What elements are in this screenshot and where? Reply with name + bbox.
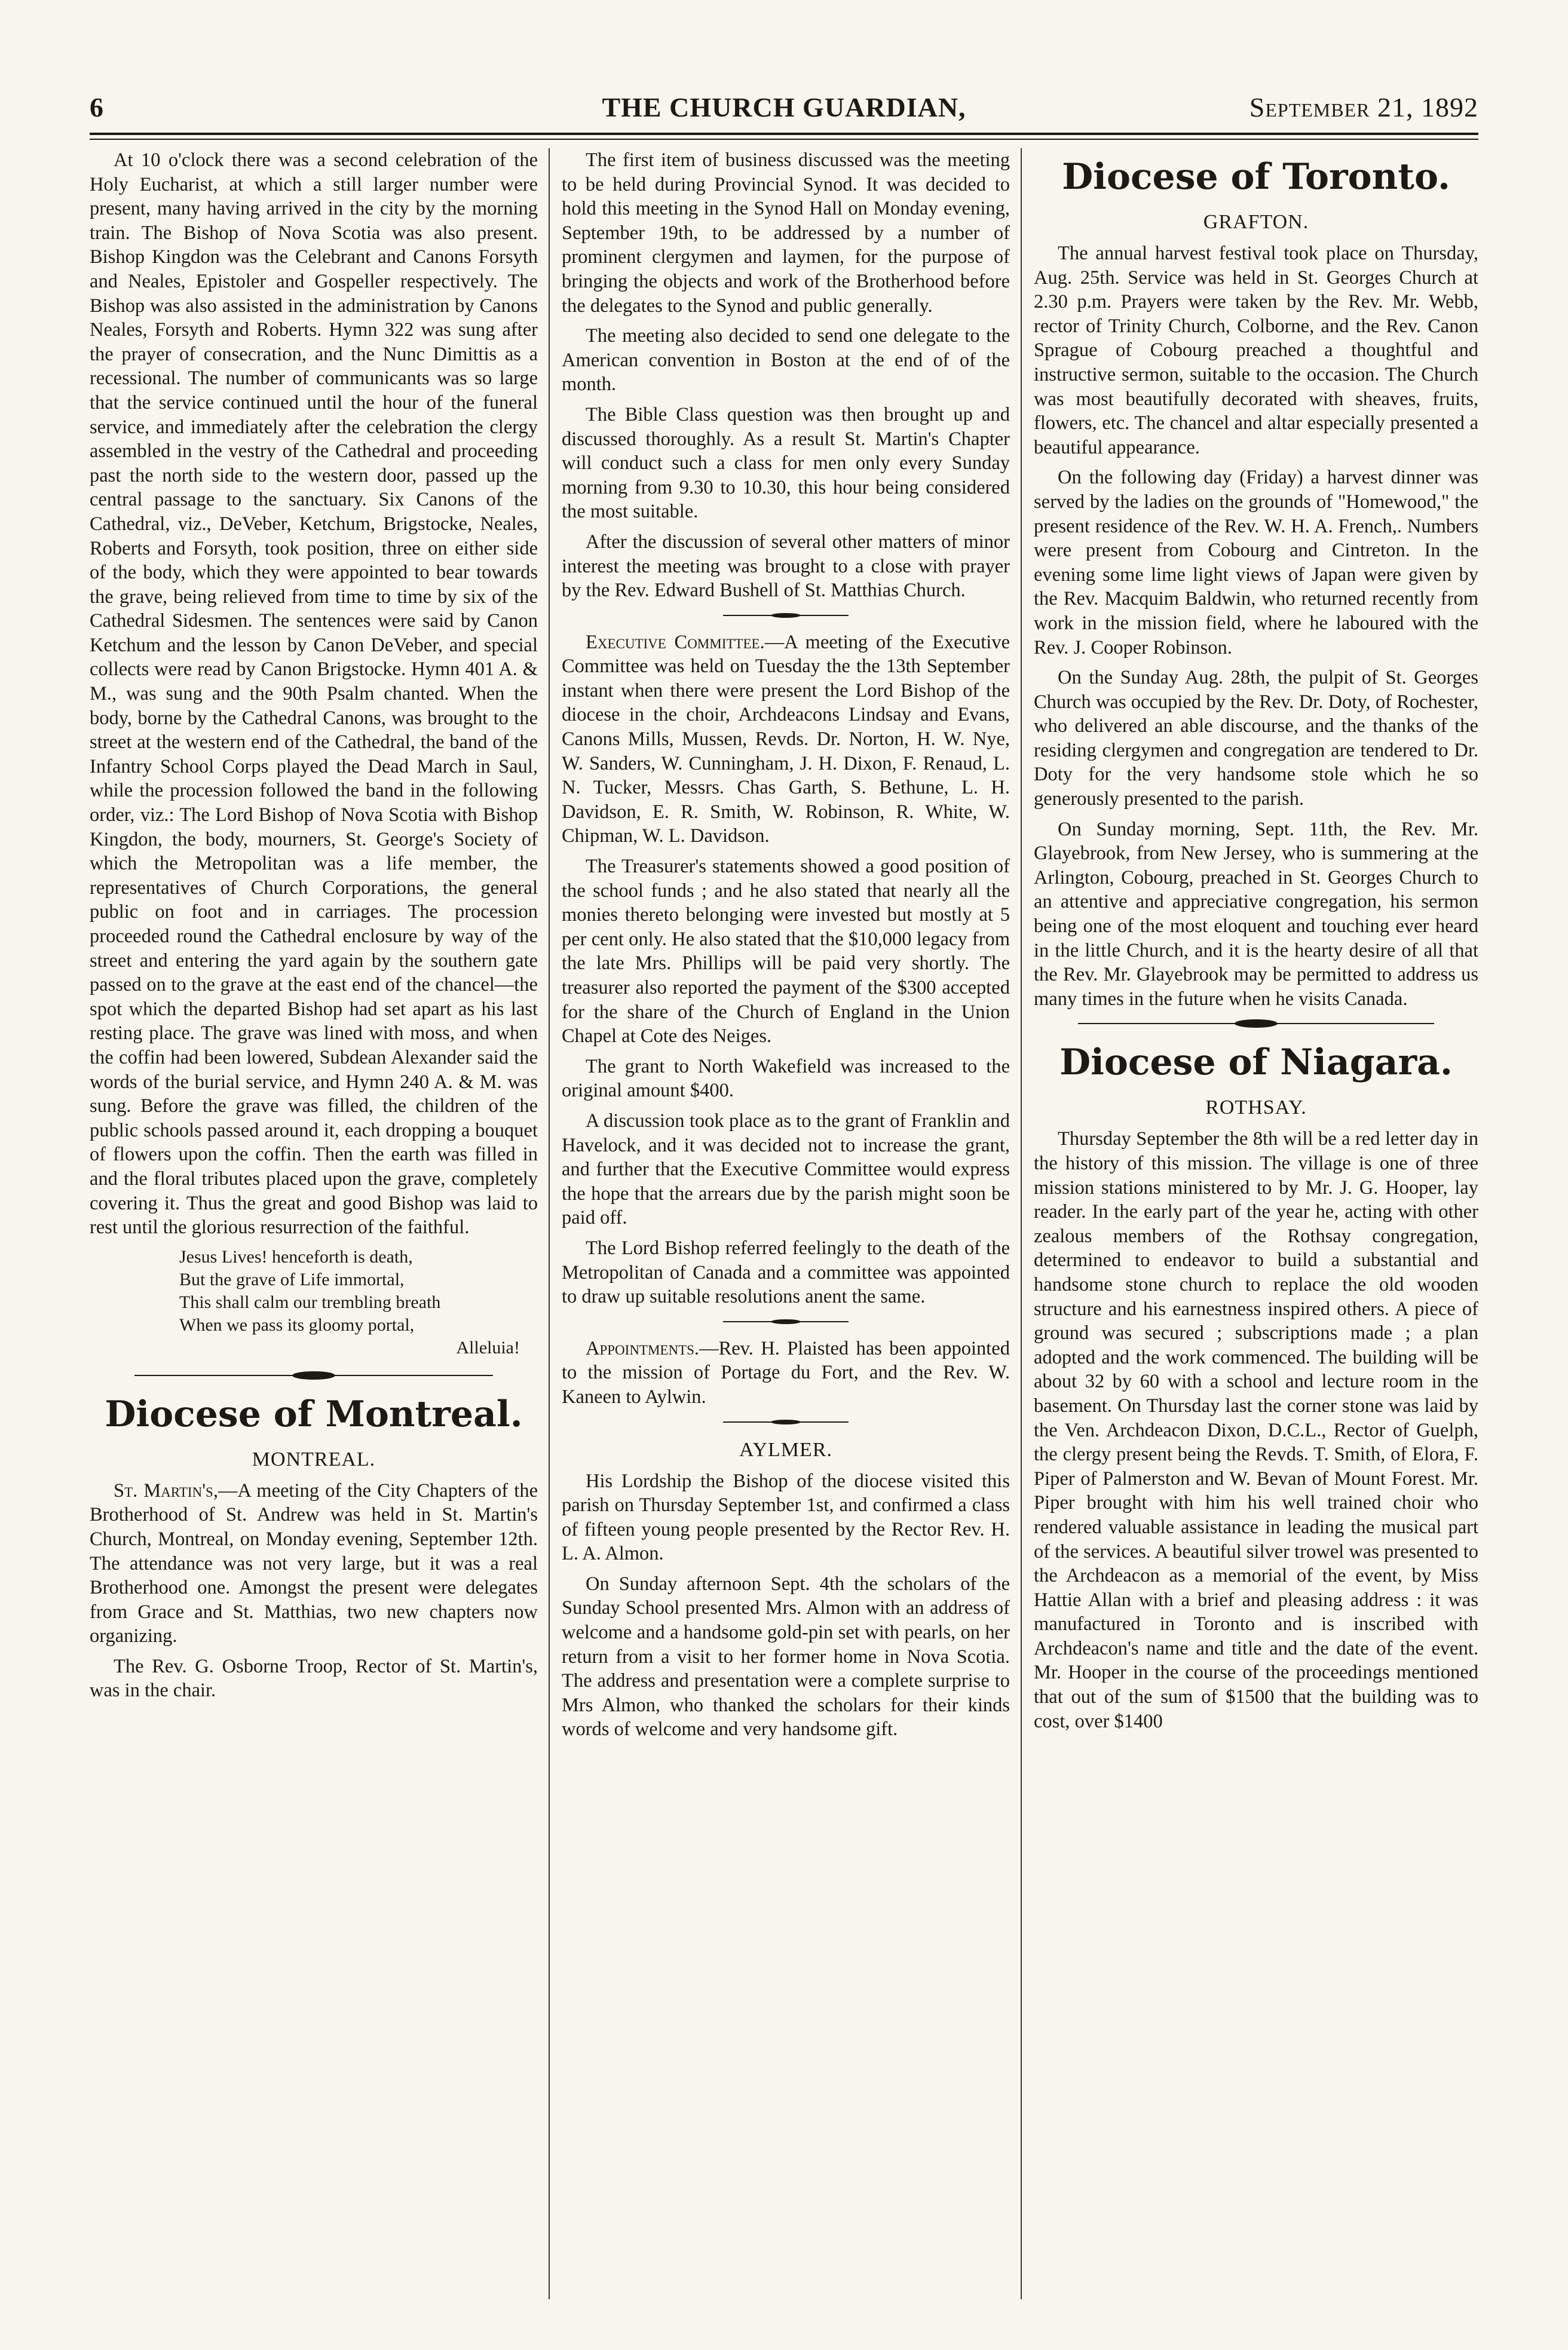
paragraph: The annual harvest festival took place on Thursday, Aug. 25th. Service was held in St. Georges Church at 2.30 p.m. Prayers were taken by the Rev. Mr. Webb, rector of Trinity Church, Colborne, and the Rev. Canon Sprague of Cobourg preached a thoughtful and instructive sermon, suitable to the occasion. The Church was most beautifully decorated with sheaves, fruits, flowers, etc. The chancel and altar especially presented a beautiful appearance.: [1034, 243, 1478, 458]
diocese-heading-niagara: Diocese of Niagara.: [1059, 1041, 1453, 1084]
diocese-heading-montreal: Diocese of Montreal.: [105, 1393, 523, 1435]
verse-line: This shall calm our trembling breath: [179, 1292, 441, 1312]
paragraph-body: —Rev. H. Plaisted has been appointed to the mission of Portage du Fort, and the Rev. W. Kaneen to Aylwin.: [562, 1337, 1010, 1408]
newspaper-title: THE CHURCH GUARDIAN,: [602, 92, 966, 122]
paragraph: On Sunday afternoon Sept. 4th the scholars of the Sunday School presented Mrs. Almon with an address of welcome and a handsome gold-pin set with pearls, on her return from a visit to her former home in Nova Scotia. The address and presentation were a complete surprise to Mrs Almon, who thanked the scholars for their kinds words of welcome and very handsome gift.: [562, 1573, 1010, 1741]
section-divider: [134, 1369, 493, 1382]
place-heading: MONTREAL.: [252, 1448, 376, 1470]
hymn-verse: [179, 1246, 538, 1359]
paragraph: [562, 1337, 1010, 1410]
verse-line: Alleluia!: [456, 1337, 520, 1358]
paragraph: On the Sunday Aug. 28th, the pulpit of St. Georges Church was occupied by the Rev. Dr. Doty, of Rochester, who delivered an able discourse, and the thanks of the residing clergymen and congregation are tendered to Dr. Doty for the very handsome stole which he so generously presented to the parish.: [1034, 667, 1478, 810]
place-heading: AYLMER.: [739, 1438, 832, 1461]
column-rule: [1021, 148, 1022, 2299]
masthead-rule-thin: [90, 139, 1478, 140]
place-heading: ROTHSAY.: [1205, 1096, 1307, 1119]
paragraph: After the discussion of several other matters of minor interest the meeting was brought to a close with prayer by the Rev. Edward Bushell of St. Matthias Church.: [562, 531, 1010, 602]
paragraph-divider: [723, 1415, 849, 1429]
paragraph: [90, 1479, 538, 1649]
column-3: [1034, 148, 1478, 2299]
paragraph-lead: St. Martin's,: [114, 1479, 218, 1502]
paragraph: A discussion took place as to the grant of Franklin and Havelock, and it was decided not to increase the grant, and further that the Executive Committee would express the hope that the arrears due by the parish might soon be paid off.: [562, 1110, 1010, 1229]
paragraph: [562, 630, 1010, 848]
masthead-rule-thick: [90, 133, 1478, 135]
paragraph-body: —A meeting of the City Chapters of the Brotherhood of St. Andrew was held in St. Martin's Church, Montreal, on Monday evening, September 12th. The attendance was not very large, but it was a real Brotherhood one. Amongst the present were delegates from Grace and St. Matthias, two new chapters now organizing.: [90, 1479, 538, 1647]
paragraph: Thursday September the 8th will be a red letter day in the history of this mission. The village is one of three mission stations ministered to by Mr. J. G. Hooper, lay reader. In the early part of the year he, acting with other zealous members of the Rothsay congregation, determined to endeavor to build a substantial and handsome stone church to replace the old wooden structure and his earnestness inspired others. A piece of ground was secured ; subscriptions made ; a plan adopted and the work commenced. The building will be about 32 by 60 with a school and lecture room in the basement. On Thursday last the corner stone was laid by the Ven. Archdeacon Dixon, D.C.L., Rector of Guelph, the clergy present being the Revds. T. Smith, of Elora, F. Piper of Palmerston and W. Bevan of Mount Forest. Mr. Piper brought with him his well trained choir who rendered valuable assistance in leading the musical part of the services. A beautiful silver trowel was presented to the Archdeacon as a memorial of the event, by Miss Hattie Allan with a brief and pleasing address : it was manufactured in Toronto and is inscribed with Archdeacon's name and title and the date of the event. Mr. Hooper in the course of the proceedings mentioned that out of the sum of $1500 that the building was to cost, over $1400: [1034, 1128, 1478, 1732]
paragraph: The grant to North Wakefield was increased to the original amount $400.: [562, 1055, 1010, 1102]
diocese-heading-toronto: Diocese of Toronto.: [1062, 156, 1450, 198]
paragraph: The Rev. G. Osborne Troop, Rector of St. Martin's, was in the chair.: [90, 1655, 538, 1702]
issue-date: September 21, 1892: [1249, 92, 1478, 122]
place-heading: GRAFTON.: [1203, 211, 1309, 233]
paragraph-lead: Executive Committee.: [586, 631, 765, 653]
paragraph-body: —A meeting of the Executive Committee was held on Tuesday the the 13th September instant when there were present the Lord Bishop of the diocese in the choir, Archdeacons Lindsay and Evans, Canons Mills, Mussen, Revds. Dr. Norton, H. W. Nye, W. Sanders, W. Cunningham, J. H. Dixon, F. Renaud, L. N. Tucker, Messrs. Chas Garth, S. Bethune, L. H. Davidson, E. R. Smith, W. Robinson, R. White, W. Chipman, W. L. Davidson.: [562, 631, 1010, 847]
paragraph-divider: [723, 609, 849, 622]
paragraph: The Lord Bishop referred feelingly to the death of the Metropolitan of Canada and a committee was appointed to draw up suitable resolutions anent the same.: [562, 1237, 1010, 1308]
column-rule: [549, 148, 550, 2299]
paragraph: The meeting also decided to send one delegate to the American convention in Boston at the end of of the month.: [562, 325, 1010, 396]
page-number: 6: [90, 92, 103, 122]
verse-line: But the grave of Life immortal,: [179, 1269, 405, 1289]
paragraph: The first item of business discussed was the meeting to be held during Provincial Synod. It was decided to hold this meeting in the Synod Hall on Monday evening, September 19th, to be addressed by a number of prominent clergymen and laymen, for the purpose of bringing the objects and work of the Brotherhood before the delegates to the Synod and public generally.: [562, 149, 1010, 317]
section-divider: [1078, 1017, 1434, 1030]
verse-line: When we pass its gloomy portal,: [179, 1315, 415, 1335]
paragraph: At 10 o'clock there was a second celebration of the Holy Eucharist, at which a still larger number were present, many having arrived in the city by the morning train. The Bishop of Nova Scotia was also present. Bishop Kingdon was the Celebrant and Canons Forsyth and Neales, Epistoler and Gospeller respectively. The Bishop was also assisted in the administration by Canons Neales, Forsyth and Roberts. Hymn 322 was sung after the prayer of consecration, and the Nunc Dimittis as a recessional. The number of communicants was so large that the service continued until the hour of the funeral service, and immediately after the celebration the clergy assembled in the vestry of the Cathedral and proceeding past the north side to the western door, passed up the central passage to the sanctuary. Six Canons of the Cathedral, viz., DeVeber, Ketchum, Brigstocke, Neales, Roberts and Forsyth, took position, three on either side of the body, which they were appointed to bear towards the grave, being relieved from time to time by six of the Cathedral Sidesmen. The sentences were said by Canon Ketchum and the lesson by Canon DeVeber, and special collects were read by Canon Brigstocke. Hymn 401 A. & M., was sung and the 90th Psalm chanted. When the body, borne by the Cathedral Canons, was brought to the street at the western end of the Cathedral, the band of the Infantry School Corps played the Dead March in Saul, while the procession followed the band in the following order, viz.: The Lord Bishop of Nova Scotia with Bishop Kingdon, the body, mourners, St. George's Society of which the Metropolitan was a life member, the representatives of Church Corporations, the general public on foot and in carriages. The procession proceeded round the Cathedral enclosure by way of the street and entering the yard again by the southern gate passed on to the grave at the east end of the chancel—the spot which the departed Bishop had set apart as his last resting place. The grave was lined with moss, and when the coffin had been lowered, Subdean Alexander said the words of the burial service, and Hymn 240 A. & M. was sung. Before the grave was filled, the children of the public schools passed around it, each dropping a bouquet of flowers upon the coffin. Then the earth was filled in and the floral tributes placed upon the grave, completely covering it. Thus the great and good Bishop was laid to rest until the glorious resurrection of the faithful.: [90, 149, 538, 1239]
paragraph-lead: Appointments.: [586, 1337, 700, 1359]
column-2: [562, 148, 1010, 2299]
masthead: [90, 90, 1478, 125]
paragraph: On Sunday morning, Sept. 11th, the Rev. Mr. Glayebrook, from New Jersey, who is summering at the Arlington, Cobourg, preached in St. Georges Church to an attentive and appreciative congregation, his sermon being one of the most eloquent and touching ever heard in the little Church, and it is the hearty desire of all that the Rev. Mr. Glayebrook may be permitted to address us many times in the future when he visits Canada.: [1034, 818, 1478, 1010]
paragraph: On the following day (Friday) a harvest dinner was served by the ladies on the grounds of "Homewood," the present residence of the Rev. W. H. A. French,. Numbers were present from Cobourg and Cintreton. In the evening some lime light views of Japan were given by the Rev. Macquim Baldwin, who returned recently from work in the mission field, where he laboured with the Rev. J. Cooper Robinson.: [1034, 467, 1478, 658]
paragraph: The Bible Class question was then brought up and discussed thoroughly. As a result St. Martin's Chapter will conduct such a class for men only every Sunday morning from 9.30 to 10.30, this hour being considered the most suitable.: [562, 403, 1010, 523]
paragraph-divider: [723, 1315, 849, 1328]
column-1: [90, 148, 538, 2299]
paragraph: The Treasurer's statements showed a good position of the school funds ; and he also stated that nearly all the monies thereto belonging were invested but mostly at 5 per cent only. He also stated that the $10,000 legacy from the late Mrs. Phillips will be paid very shortly. The treasurer also reported the payment of the $300 accepted for the share of the Church of England in the Union Chapel at Cote des Neiges.: [562, 856, 1010, 1047]
paragraph: His Lordship the Bishop of the diocese visited this parish on Thursday September 1st, and confirmed a class of fifteen young people presented by the Rector Rev. H. L. A. Almon.: [562, 1470, 1010, 1565]
verse-line: Jesus Lives! henceforth is death,: [179, 1246, 413, 1267]
